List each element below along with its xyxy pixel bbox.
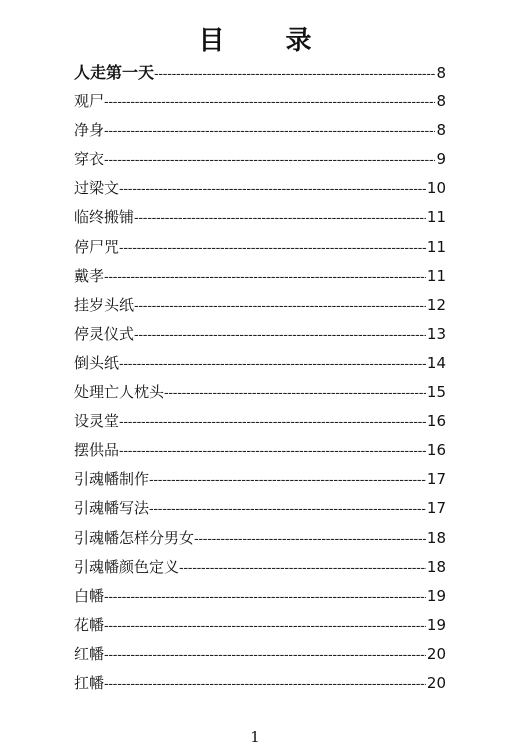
toc-entry-label: 过梁文 [74, 179, 120, 198]
toc-entry-label: 处理亡人枕头 [74, 383, 165, 402]
toc-entry-page: 13 [426, 324, 446, 343]
toc-leader [134, 292, 426, 320]
toc-entry-page: 8 [436, 92, 446, 111]
page-title: 目 录 [198, 26, 338, 56]
toc-leader [104, 146, 435, 174]
toc-entry-page: 19 [426, 586, 446, 605]
toc-entry-label: 扛幡 [74, 673, 105, 692]
toc-entry [74, 203, 446, 232]
toc-entry-label: 观尸 [74, 92, 105, 111]
toc-entry-page: 20 [426, 644, 446, 663]
toc-entry [74, 291, 446, 320]
toc-leader [194, 525, 426, 553]
toc-entry-label: 摆供品 [74, 441, 120, 460]
toc-entry-label: 临终搬铺 [74, 208, 135, 227]
toc-leader [119, 350, 426, 378]
toc-entry [74, 378, 446, 407]
toc-leader [119, 408, 426, 436]
toc-entry-label: 引魂幡怎样分男女 [74, 528, 195, 547]
toc-entry-page: 8 [436, 121, 446, 140]
toc-entry-page: 19 [426, 615, 446, 634]
toc-entry-page: 17 [426, 470, 446, 489]
toc-entry-page: 12 [426, 295, 446, 314]
toc-entry-label: 穿衣 [74, 150, 105, 169]
toc-leader [104, 263, 426, 291]
toc-entry [74, 116, 446, 145]
toc-entry-label: 设灵堂 [74, 412, 120, 431]
toc-entry [74, 262, 446, 291]
toc-entry [74, 87, 446, 116]
toc-entry-label: 白幡 [74, 586, 105, 605]
toc-entry-page: 17 [426, 499, 446, 518]
toc-entry-label: 戴孝 [74, 266, 105, 285]
toc-entry [74, 349, 446, 378]
toc-entry-label: 挂岁头纸 [74, 295, 135, 314]
toc-entry-label: 引魂幡制作 [74, 470, 150, 489]
toc-leader [154, 60, 435, 87]
toc-entry [74, 494, 446, 523]
toc-entry-page: 10 [426, 179, 446, 198]
toc-entry-page: 15 [426, 383, 446, 402]
toc-entry [74, 611, 446, 640]
toc-entry [74, 320, 446, 349]
toc-entry-label: 净身 [74, 121, 105, 140]
toc-entry-page: 20 [426, 673, 446, 692]
toc-entry [74, 669, 446, 698]
toc-entry-page: 11 [426, 208, 446, 227]
toc-entry-page: 11 [426, 237, 446, 256]
page-number: 1 [250, 728, 260, 746]
toc-entry-page: 18 [426, 557, 446, 576]
toc-entry [74, 640, 446, 669]
toc-entry [74, 465, 446, 494]
toc-entry [74, 233, 446, 262]
toc-leader [149, 466, 426, 494]
toc-entry-page: 9 [436, 150, 446, 169]
toc-leader [134, 204, 426, 232]
toc-entry-label: 引魂幡写法 [74, 499, 150, 518]
toc-leader [119, 234, 426, 262]
toc-entry [74, 582, 446, 611]
toc-entry-page: 16 [426, 412, 446, 431]
toc-leader [119, 175, 426, 203]
toc-entry-label: 花幡 [74, 615, 105, 634]
toc-entry-label: 人走第一天 [74, 63, 155, 82]
toc-entry [74, 553, 446, 582]
toc-leader [164, 379, 426, 407]
toc-leader [119, 437, 426, 465]
toc-entry [74, 174, 446, 203]
toc-leader [104, 117, 435, 145]
toc-entry-page: 16 [426, 441, 446, 460]
toc-leader [104, 583, 426, 611]
toc-leader [179, 554, 426, 582]
toc-entry-label: 停灵仪式 [74, 324, 135, 343]
toc-entry-label: 倒头纸 [74, 353, 120, 372]
table-of-contents [74, 58, 446, 698]
toc-entry-label: 引魂幡颜色定义 [74, 557, 180, 576]
toc-entry-page: 18 [426, 528, 446, 547]
toc-entry-page: 11 [426, 266, 446, 285]
toc-entry [74, 58, 446, 87]
toc-leader [149, 495, 426, 523]
toc-leader [104, 670, 426, 698]
toc-entry [74, 436, 446, 465]
toc-entry-page: 8 [436, 64, 446, 82]
toc-entry-label: 红幡 [74, 644, 105, 663]
toc-entry [74, 524, 446, 553]
toc-entry [74, 145, 446, 174]
toc-leader [104, 641, 426, 669]
toc-leader [104, 612, 426, 640]
toc-leader [104, 88, 435, 116]
toc-entry-label: 停尸咒 [74, 237, 120, 256]
toc-entry [74, 407, 446, 436]
toc-leader [134, 321, 426, 349]
toc-entry-page: 14 [426, 353, 446, 372]
